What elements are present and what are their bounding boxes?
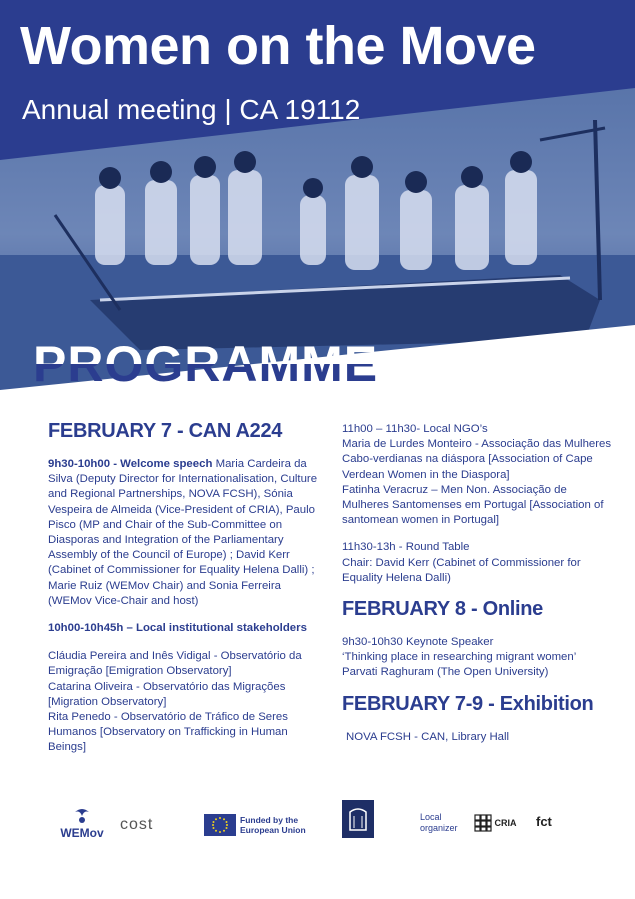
eu-funding-label: Funded by the European Union bbox=[240, 815, 306, 835]
cost-logo bbox=[120, 816, 153, 834]
session-stakeholders bbox=[48, 621, 326, 756]
programme-left-column bbox=[48, 420, 326, 768]
session-time-title: 9h30-10h00 - Welcome speech bbox=[48, 458, 213, 470]
speaker-line: Rita Penedo - Observatório de Tráfico de Seres Humanos [Observatory on Trafficking in Human Beings] bbox=[48, 711, 288, 754]
session-time-title: 9h30-10h30 Keynote Speaker bbox=[342, 636, 494, 649]
speaker-line: Catarina Oliveira - Observatório das Migrações [Migration Observatory] bbox=[48, 680, 286, 708]
session-body: Maria Cardeira da Silva (Deputy Director for Internationalisation, Culture and Regional Partnerships, NOVA FCSH), Sónia Vespeira de Almeida (Vice-President of CRIA), Paulo Pisco (MP and Chair of the Sub-Committee on Diasporas and Integration of the Parliamentary Assembly of the Council of Europe) ; David Kerr (Cabinet of Commissioner for Equality Helena Dalli) ; Marie Ruiz (WEMov Chair) and Sonia Ferreira (WEMov Vice-Chair and host) bbox=[48, 458, 318, 607]
programme-heading: PROGRAMME bbox=[33, 336, 379, 390]
programme-right-column bbox=[342, 422, 614, 757]
session-round-table bbox=[342, 540, 614, 586]
fct-label: fct bbox=[536, 814, 552, 829]
session-ngo bbox=[342, 422, 614, 528]
eu-logo bbox=[204, 814, 324, 838]
wemov-logo bbox=[54, 808, 110, 840]
cria-label: CRIA bbox=[494, 818, 517, 828]
session-time-title: 10h00-10h45h – Local institutional stakeholders bbox=[48, 622, 307, 635]
session-time-title: 11h00 – 11h30- Local NGO’s bbox=[342, 423, 488, 435]
speaker-line: Maria de Lurdes Monteiro - Associação das Mulheres Cabo-verdianas na diáspora [Association of Cape Verdean Women in the Diaspora] bbox=[342, 438, 612, 481]
speaker-line: Chair: David Kerr (Cabinet of Commissioner for Equality Helena Dalli) bbox=[342, 556, 581, 584]
cria-logo bbox=[474, 814, 517, 832]
eu-flag-icon bbox=[204, 814, 236, 836]
university-emblem-icon bbox=[342, 800, 374, 838]
fct-logo bbox=[536, 814, 552, 829]
hero-banner bbox=[0, 0, 635, 390]
local-organizer-label: Local organizer bbox=[420, 812, 458, 833]
session-time-title: 11h30-13h - Round Table bbox=[342, 541, 470, 554]
wemov-icon bbox=[72, 808, 92, 824]
speaker-line: Cláudia Pereira and Inês Vidigal - Observatório da Emigração [Emigration Observatory] bbox=[48, 650, 302, 678]
event-subtitle: Annual meeting | CA 19112 bbox=[22, 94, 361, 125]
sponsor-logos bbox=[0, 800, 635, 860]
session-keynote bbox=[342, 635, 614, 681]
speaker-line: Fatinha Veracruz – Men Non. Associação de Mulheres Santomenses em Portugal [Association of santomean women in Portugal] bbox=[342, 483, 604, 527]
day-heading-feb8: FEBRUARY 8 - Online bbox=[342, 598, 543, 621]
exhibition-location: NOVA FCSH - CAN, Library Hall bbox=[346, 730, 510, 743]
cost-label: cost bbox=[120, 816, 154, 833]
cria-grid-icon bbox=[474, 814, 492, 832]
day-heading-exhibition: FEBRUARY 7-9 - Exhibition bbox=[342, 692, 594, 715]
day-heading-feb7: FEBRUARY 7 - CAN A224 bbox=[48, 420, 283, 442]
university-logo bbox=[342, 800, 374, 838]
event-title: Women on the Move bbox=[20, 16, 536, 76]
keynote-title: ‘Thinking place in researching migrant women’ bbox=[342, 651, 577, 664]
wemov-label: WEMov bbox=[60, 826, 104, 840]
session-welcome bbox=[48, 457, 326, 609]
keynote-speaker: Parvati Raghuram (The Open University) bbox=[342, 666, 549, 679]
